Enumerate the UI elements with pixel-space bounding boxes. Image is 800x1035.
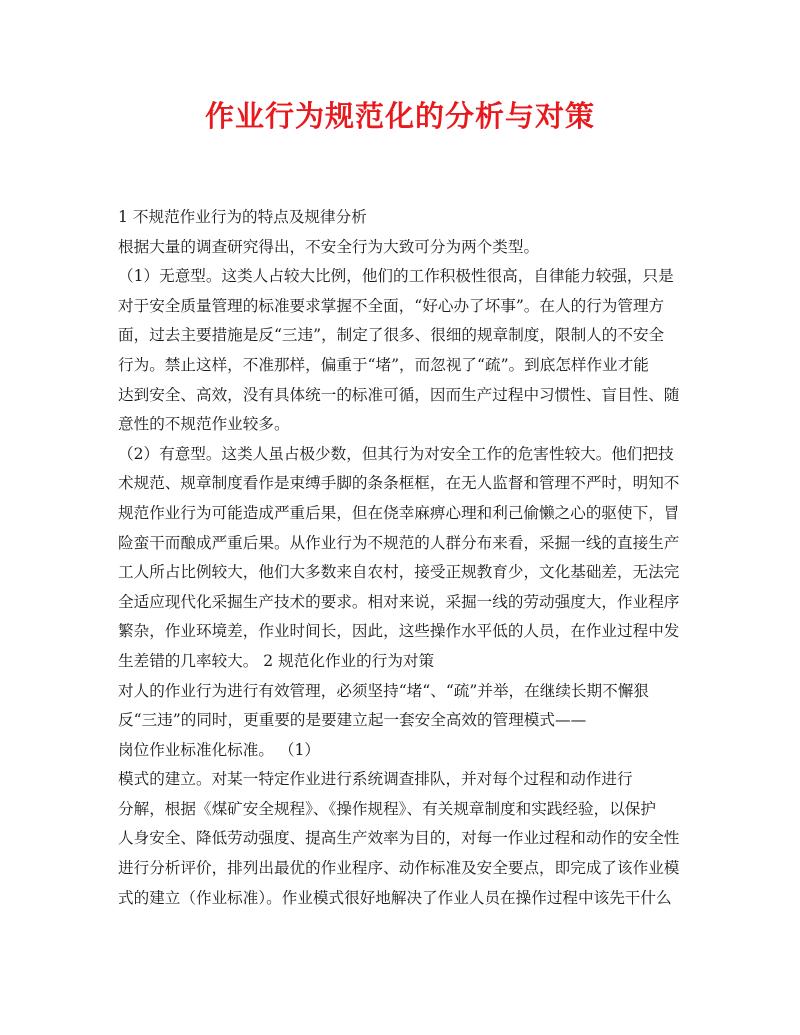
text-line: 模式的建立。对某一特定作业进行系统调查排队，并对每个过程和动作进行 <box>118 770 633 789</box>
text-line: 险蛮干而酿成严重后果。从作业行为不规范的人群分布来看，采掘一线的直接生产 <box>118 533 680 552</box>
text-line: 术规范、规章制度看作是束缚手脚的条条框框，在无人监督和管理不严时，明知不 <box>118 474 680 493</box>
text-line: 繁杂，作业环境差，作业时间长，因此，这些操作水平低的人员，在作业过程中发 <box>118 622 680 641</box>
text-line: （1）无意型。这类人占较大比例，他们的工作积极性很高，自律能力较强，只是 <box>118 267 674 286</box>
text-line: 意性的不规范作业较多。 <box>118 415 290 434</box>
document-title: 作业行为规范化的分析与对策 <box>204 99 595 133</box>
text-line: 行为。禁止这样，不准那样，偏重于“堵”，而忽视了“疏”。到底怎样作业才能 <box>118 355 649 374</box>
text-line: 岗位作业标准化标准。 （1） <box>118 740 321 759</box>
text-line: 分解，根据《煤矿安全规程》、《操作规程》、有关规章制度和实践经验，以保护 <box>118 799 656 818</box>
text-line: 生差错的几率较大。 2 规范化作业的行为对策 <box>118 651 435 670</box>
text-line: 式的建立（作业标准）。作业模式很好地解决了作业人员在操作过程中该先干什么 <box>118 888 672 907</box>
text-line: 达到安全、高效，没有具体统一的标准可循，因而生产过程中习惯性、盲目性、随 <box>118 385 680 404</box>
text-line: 对于安全质量管理的标准要求掌握不全面，“好心办了坏事”。在人的行为管理方 <box>118 296 665 315</box>
text-line: 反“三违”的同时，更重要的是要建立起一套安全高效的管理模式—— <box>118 711 587 730</box>
text-line: 全适应现代化采掘生产技术的要求。相对来说，采掘一线的劳动强度大，作业程序 <box>118 592 680 611</box>
text-line: 人身安全、降低劳动强度、提高生产效率为目的，对每一作业过程和动作的安全性 <box>118 829 680 848</box>
text-line: 面，过去主要措施是反“三违”，制定了很多、很细的规章制度，限制人的不安全 <box>118 326 665 345</box>
text-line: 对人的作业行为进行有效管理，必须坚持“堵“、“疏”并举，在继续长期不懈狠 <box>118 681 649 700</box>
text-line: 工人所占比例较大，他们大多数来自农村，接受正规教育少，文化基础差，无法完 <box>118 563 680 582</box>
text-line: 1 不规范作业行为的特点及规律分析 <box>118 208 367 226</box>
document-body <box>118 203 688 913</box>
text-line: 进行分析评价，排列出最优的作业程序、动作标准及安全要点，即完成了该作业模 <box>118 859 680 878</box>
text-line: 规范作业行为可能造成严重后果，但在侥幸麻痹心理和利己偷懒之心的驱使下，冒 <box>118 503 680 522</box>
text-line: （2）有意型。这类人虽占极少数，但其行为对安全工作的危害性较大。他们把技 <box>118 444 674 463</box>
text-line: 根据大量的调查研究得出，不安全行为大致可分为两个类型。 <box>118 237 540 256</box>
